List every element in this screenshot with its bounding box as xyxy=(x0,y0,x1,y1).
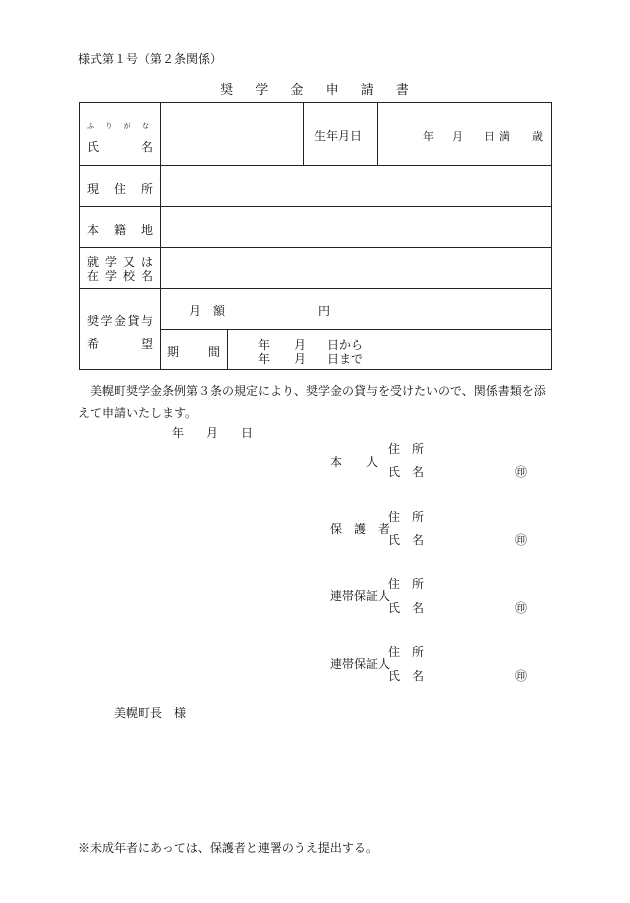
name-label-char: 氏 xyxy=(87,140,100,154)
school-label-char: 名 xyxy=(140,269,153,283)
period-label xyxy=(167,343,220,360)
period-to-month: 月 xyxy=(294,352,307,366)
school-label-char: は xyxy=(140,255,153,269)
date-day: 日 xyxy=(241,426,254,440)
row-divider xyxy=(80,206,551,207)
birth-year-label: 年 xyxy=(423,130,434,143)
row-divider xyxy=(80,247,551,248)
title-char: 奨 xyxy=(220,83,235,98)
seal-mark: ㊞ xyxy=(515,533,528,547)
school-label-char: 在 xyxy=(87,269,100,283)
loan-label-char: 金 xyxy=(113,314,126,328)
furigana-char: り xyxy=(105,122,113,130)
birth-day-label: 日 xyxy=(484,130,495,143)
furigana-label xyxy=(87,121,149,131)
signer-name-label: 氏 名 xyxy=(388,533,425,547)
school-label-char: 就 xyxy=(87,255,100,269)
furigana-char: な xyxy=(141,122,149,130)
signer-role: 連帯保証人 xyxy=(330,657,391,671)
school-label-char: 学 xyxy=(104,255,117,269)
school-label-char: 又 xyxy=(122,255,135,269)
title-char: 書 xyxy=(395,83,410,98)
age-label: 満 xyxy=(499,130,510,143)
signer-name-label: 氏 名 xyxy=(388,601,425,615)
form-number: 様式第１号（第２条関係） xyxy=(78,52,223,66)
furigana-char: ふ xyxy=(87,122,94,130)
loan-label-char: 希 xyxy=(87,337,100,351)
address-label-char: 住 xyxy=(113,182,126,196)
period-to-year: 年 xyxy=(258,352,271,366)
school-label-line1 xyxy=(87,255,153,269)
loan-label-char: 望 xyxy=(140,337,153,351)
col-divider xyxy=(303,103,304,165)
loan-label-line1 xyxy=(87,312,153,329)
loan-label-char: 奨 xyxy=(87,314,100,328)
monthly-amount-field[interactable] xyxy=(230,291,380,327)
age-unit-label: 歳 xyxy=(532,130,543,143)
honseki-field[interactable] xyxy=(162,208,549,246)
school-label-char: 学 xyxy=(104,269,117,283)
signer-name-label: 氏 名 xyxy=(388,669,425,683)
col-divider xyxy=(160,103,161,369)
title-char: 学 xyxy=(255,83,270,98)
seal-mark: ㊞ xyxy=(515,669,528,683)
row-divider xyxy=(80,288,551,289)
signer-role: 保 護 者 xyxy=(330,522,391,536)
date-year: 年 xyxy=(172,426,185,440)
signer-address-label: 住 所 xyxy=(388,442,425,456)
period-to-day: 日まで xyxy=(327,352,364,366)
period-from-month: 月 xyxy=(294,338,307,352)
row-divider xyxy=(160,329,551,330)
row-divider xyxy=(80,165,551,166)
signer-address-label: 住 所 xyxy=(388,645,425,659)
school-label-line2 xyxy=(87,269,153,283)
name-label xyxy=(87,138,153,155)
loan-label-char: 貸 xyxy=(127,314,140,328)
seal-mark: ㊞ xyxy=(515,601,528,615)
honseki-label-char: 籍 xyxy=(113,223,126,237)
signer-role: 本 人 xyxy=(330,455,379,469)
signer-role: 連帯保証人 xyxy=(330,589,391,603)
application-table xyxy=(79,102,552,370)
period-label-char: 間 xyxy=(207,345,220,359)
col-divider xyxy=(227,329,228,369)
birthdate-field[interactable] xyxy=(379,105,549,163)
birth-label: 生年月日 xyxy=(314,129,363,143)
name-label-char: 名 xyxy=(140,140,153,154)
address-label-char: 現 xyxy=(87,182,100,196)
title-char: 金 xyxy=(290,83,305,98)
honseki-label-char: 地 xyxy=(140,223,153,237)
seal-mark: ㊞ xyxy=(515,465,528,479)
title-char: 申 xyxy=(325,83,340,98)
signer-address-label: 住 所 xyxy=(388,577,425,591)
signer-name-label: 氏 名 xyxy=(388,465,425,479)
application-statement: 美幌町奨学金条例第３条の規定により、奨学金の貸与を受けたいので、関係書類を添えて申請いたします。 xyxy=(78,384,546,420)
date-month: 月 xyxy=(206,426,219,440)
title-char: 請 xyxy=(360,83,375,98)
honseki-label-char: 本 xyxy=(87,223,100,237)
period-from-year: 年 xyxy=(258,338,271,352)
school-label-char: 校 xyxy=(122,269,135,283)
footnote: ※未成年者にあっては、保護者と連署のうえ提出する。 xyxy=(78,841,378,855)
document-title xyxy=(0,79,630,98)
monthly-amount-label: 月 額 xyxy=(189,304,226,318)
address-label-char: 所 xyxy=(140,182,153,196)
period-from-day: 日から xyxy=(327,338,364,352)
loan-label-char: 学 xyxy=(100,314,113,328)
address-field[interactable] xyxy=(162,167,549,205)
school-field[interactable] xyxy=(162,249,549,287)
signer-address-label: 住 所 xyxy=(388,510,425,524)
loan-label-line2 xyxy=(87,335,153,352)
address-label xyxy=(87,180,153,197)
honseki-label xyxy=(87,221,153,238)
loan-label-char: 与 xyxy=(140,314,153,328)
monthly-unit: 円 xyxy=(318,304,331,318)
period-label-char: 期 xyxy=(167,345,180,359)
birth-month-label: 月 xyxy=(452,130,463,143)
name-field[interactable] xyxy=(162,105,301,163)
furigana-char: が xyxy=(123,122,131,130)
col-divider xyxy=(377,103,378,165)
addressee: 美幌町長 様 xyxy=(114,706,187,720)
